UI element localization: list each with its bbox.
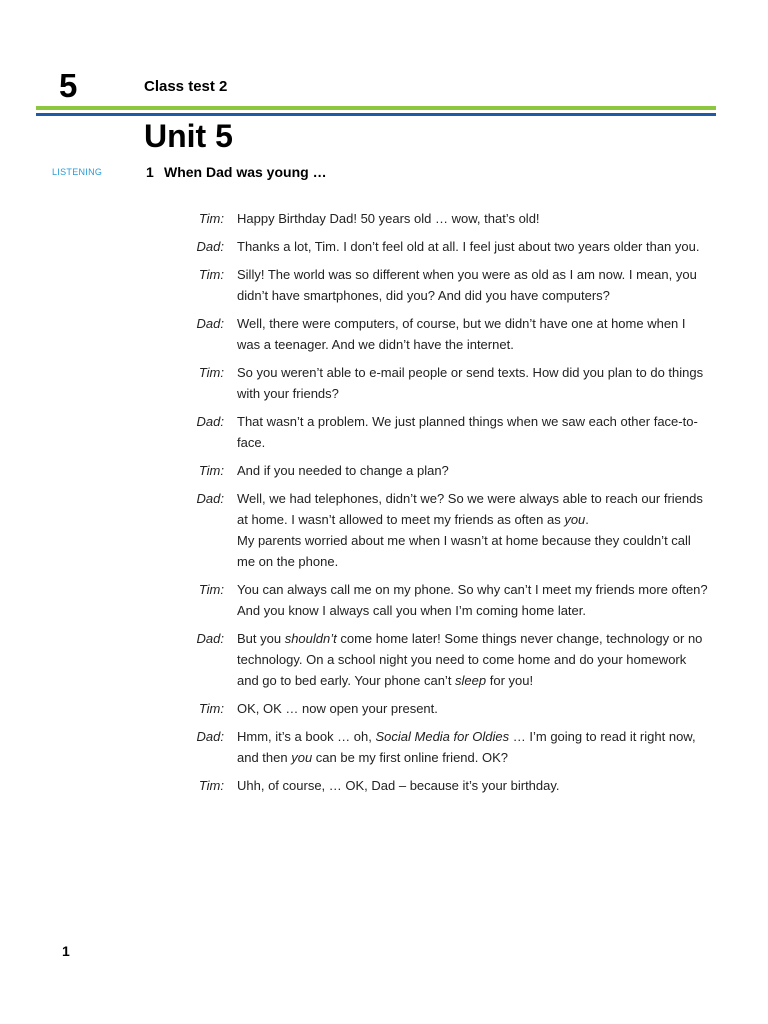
speaker-label: Tim: — [198, 582, 224, 597]
dialogue-line — [150, 488, 710, 572]
speech-text — [237, 628, 710, 691]
speaker-label: Tim: — [198, 778, 224, 793]
page-number: 1 — [62, 943, 70, 959]
speaker-label: Tim: — [198, 701, 224, 716]
emphasis-text: shouldn’t — [284, 631, 337, 646]
dialogue — [150, 208, 710, 803]
speech-text — [237, 362, 710, 404]
emphasis-text: sleep — [455, 673, 487, 688]
speech-text — [237, 488, 710, 572]
dialogue-line — [150, 264, 710, 306]
dialogue-line — [150, 313, 710, 355]
speaker-label: Tim: — [198, 267, 224, 282]
section-label: LISTENING — [52, 167, 103, 177]
speech-segment: Uhh, of course, … OK, Dad – because it’s your birthday. — [237, 778, 560, 793]
dialogue-line — [150, 775, 710, 796]
dialogue-line — [150, 411, 710, 453]
speech-text — [237, 726, 710, 768]
speech-text — [237, 698, 710, 719]
speaker-label: Dad: — [196, 631, 224, 646]
speech-segment: . — [585, 512, 589, 527]
speech-text — [237, 264, 710, 306]
speaker-label: Tim: — [198, 365, 224, 380]
speech-segment: can be my first online friend. OK? — [312, 750, 508, 765]
speech-segment: Well, there were computers, of course, but we didn’t have one at home when I was a teenager. And we didn’t have the internet. — [237, 316, 686, 352]
speech-segment: … I’m going to read it right now, and then — [237, 729, 696, 765]
speech-segment: That wasn’t a problem. We just planned things when we saw each other face-to-face. — [237, 414, 698, 450]
speech-segment: Well, we had telephones, didn’t we? So we were always able to reach our friends at home. I wasn’t allowed to meet my friends as often as — [237, 491, 703, 527]
dialogue-line — [150, 236, 710, 257]
speech-segment: But you — [237, 631, 285, 646]
speech-text — [237, 313, 710, 355]
unit-number: 5 — [59, 67, 78, 104]
unit-heading: Unit 5 — [144, 118, 233, 154]
speech-text — [237, 236, 710, 257]
emphasis-text: Social Media for Oldies — [375, 729, 510, 744]
dialogue-line — [150, 579, 710, 621]
speaker-label: Dad: — [196, 414, 224, 429]
speaker-label: Dad: — [196, 316, 224, 331]
dialogue-line — [150, 628, 710, 691]
test-title: Class test 2 — [144, 78, 228, 95]
speaker-label: Dad: — [196, 491, 224, 506]
speech-segment: Thanks a lot, Tim. I don’t feel old at all. I feel just about two years older than you. — [237, 239, 700, 254]
speaker-label: Tim: — [198, 463, 224, 478]
exercise-title — [146, 162, 327, 182]
speaker-label: Dad: — [196, 239, 224, 254]
speech-segment: for you! — [486, 673, 534, 688]
speech-text — [237, 208, 710, 229]
speech-text — [237, 460, 710, 481]
speech-segment: And if you needed to change a plan? — [237, 463, 449, 478]
speech-segment: So you weren’t able to e-mail people or send texts. How did you plan to do things with your friends? — [237, 365, 704, 401]
speech-segment: OK, OK … now open your present. — [237, 701, 438, 716]
speaker-label: Dad: — [196, 729, 224, 744]
emphasis-text: you — [564, 512, 586, 527]
dialogue-line — [150, 726, 710, 768]
speech-segment: Silly! The world was so different when you were as old as I am now. I mean, you didn’t have smartphones, did you? And did you have computers? — [237, 267, 697, 303]
dialogue-line — [150, 460, 710, 481]
speech-segment: Hmm, it’s a book … oh, — [237, 729, 376, 744]
speech-segment: Happy Birthday Dad! 50 years old … wow, that’s old! — [237, 211, 540, 226]
speech-segment: You can always call me on my phone. So why can’t I meet my friends more often? And you know I always call you when I’m coming home later. — [237, 582, 708, 618]
emphasis-text: you — [291, 750, 313, 765]
header-rule-blue — [36, 113, 716, 116]
speech-text — [237, 579, 710, 621]
dialogue-line — [150, 362, 710, 404]
header-rule-green — [36, 106, 716, 110]
dialogue-line — [150, 208, 710, 229]
speech-segment: come home later! Some things never change, technology or no technology. On a school night you need to come home and do your homework and go to bed early. Your phone can’t — [237, 631, 703, 688]
speech-segment: My parents worried about me when I wasn’t at home because they couldn’t call me on the phone. — [237, 533, 691, 569]
dialogue-line — [150, 698, 710, 719]
exercise-title-text: When Dad was young … — [164, 164, 327, 180]
speech-text — [237, 411, 710, 453]
speech-text — [237, 775, 710, 796]
exercise-number: 1 — [146, 164, 154, 180]
speaker-label: Tim: — [198, 211, 224, 226]
